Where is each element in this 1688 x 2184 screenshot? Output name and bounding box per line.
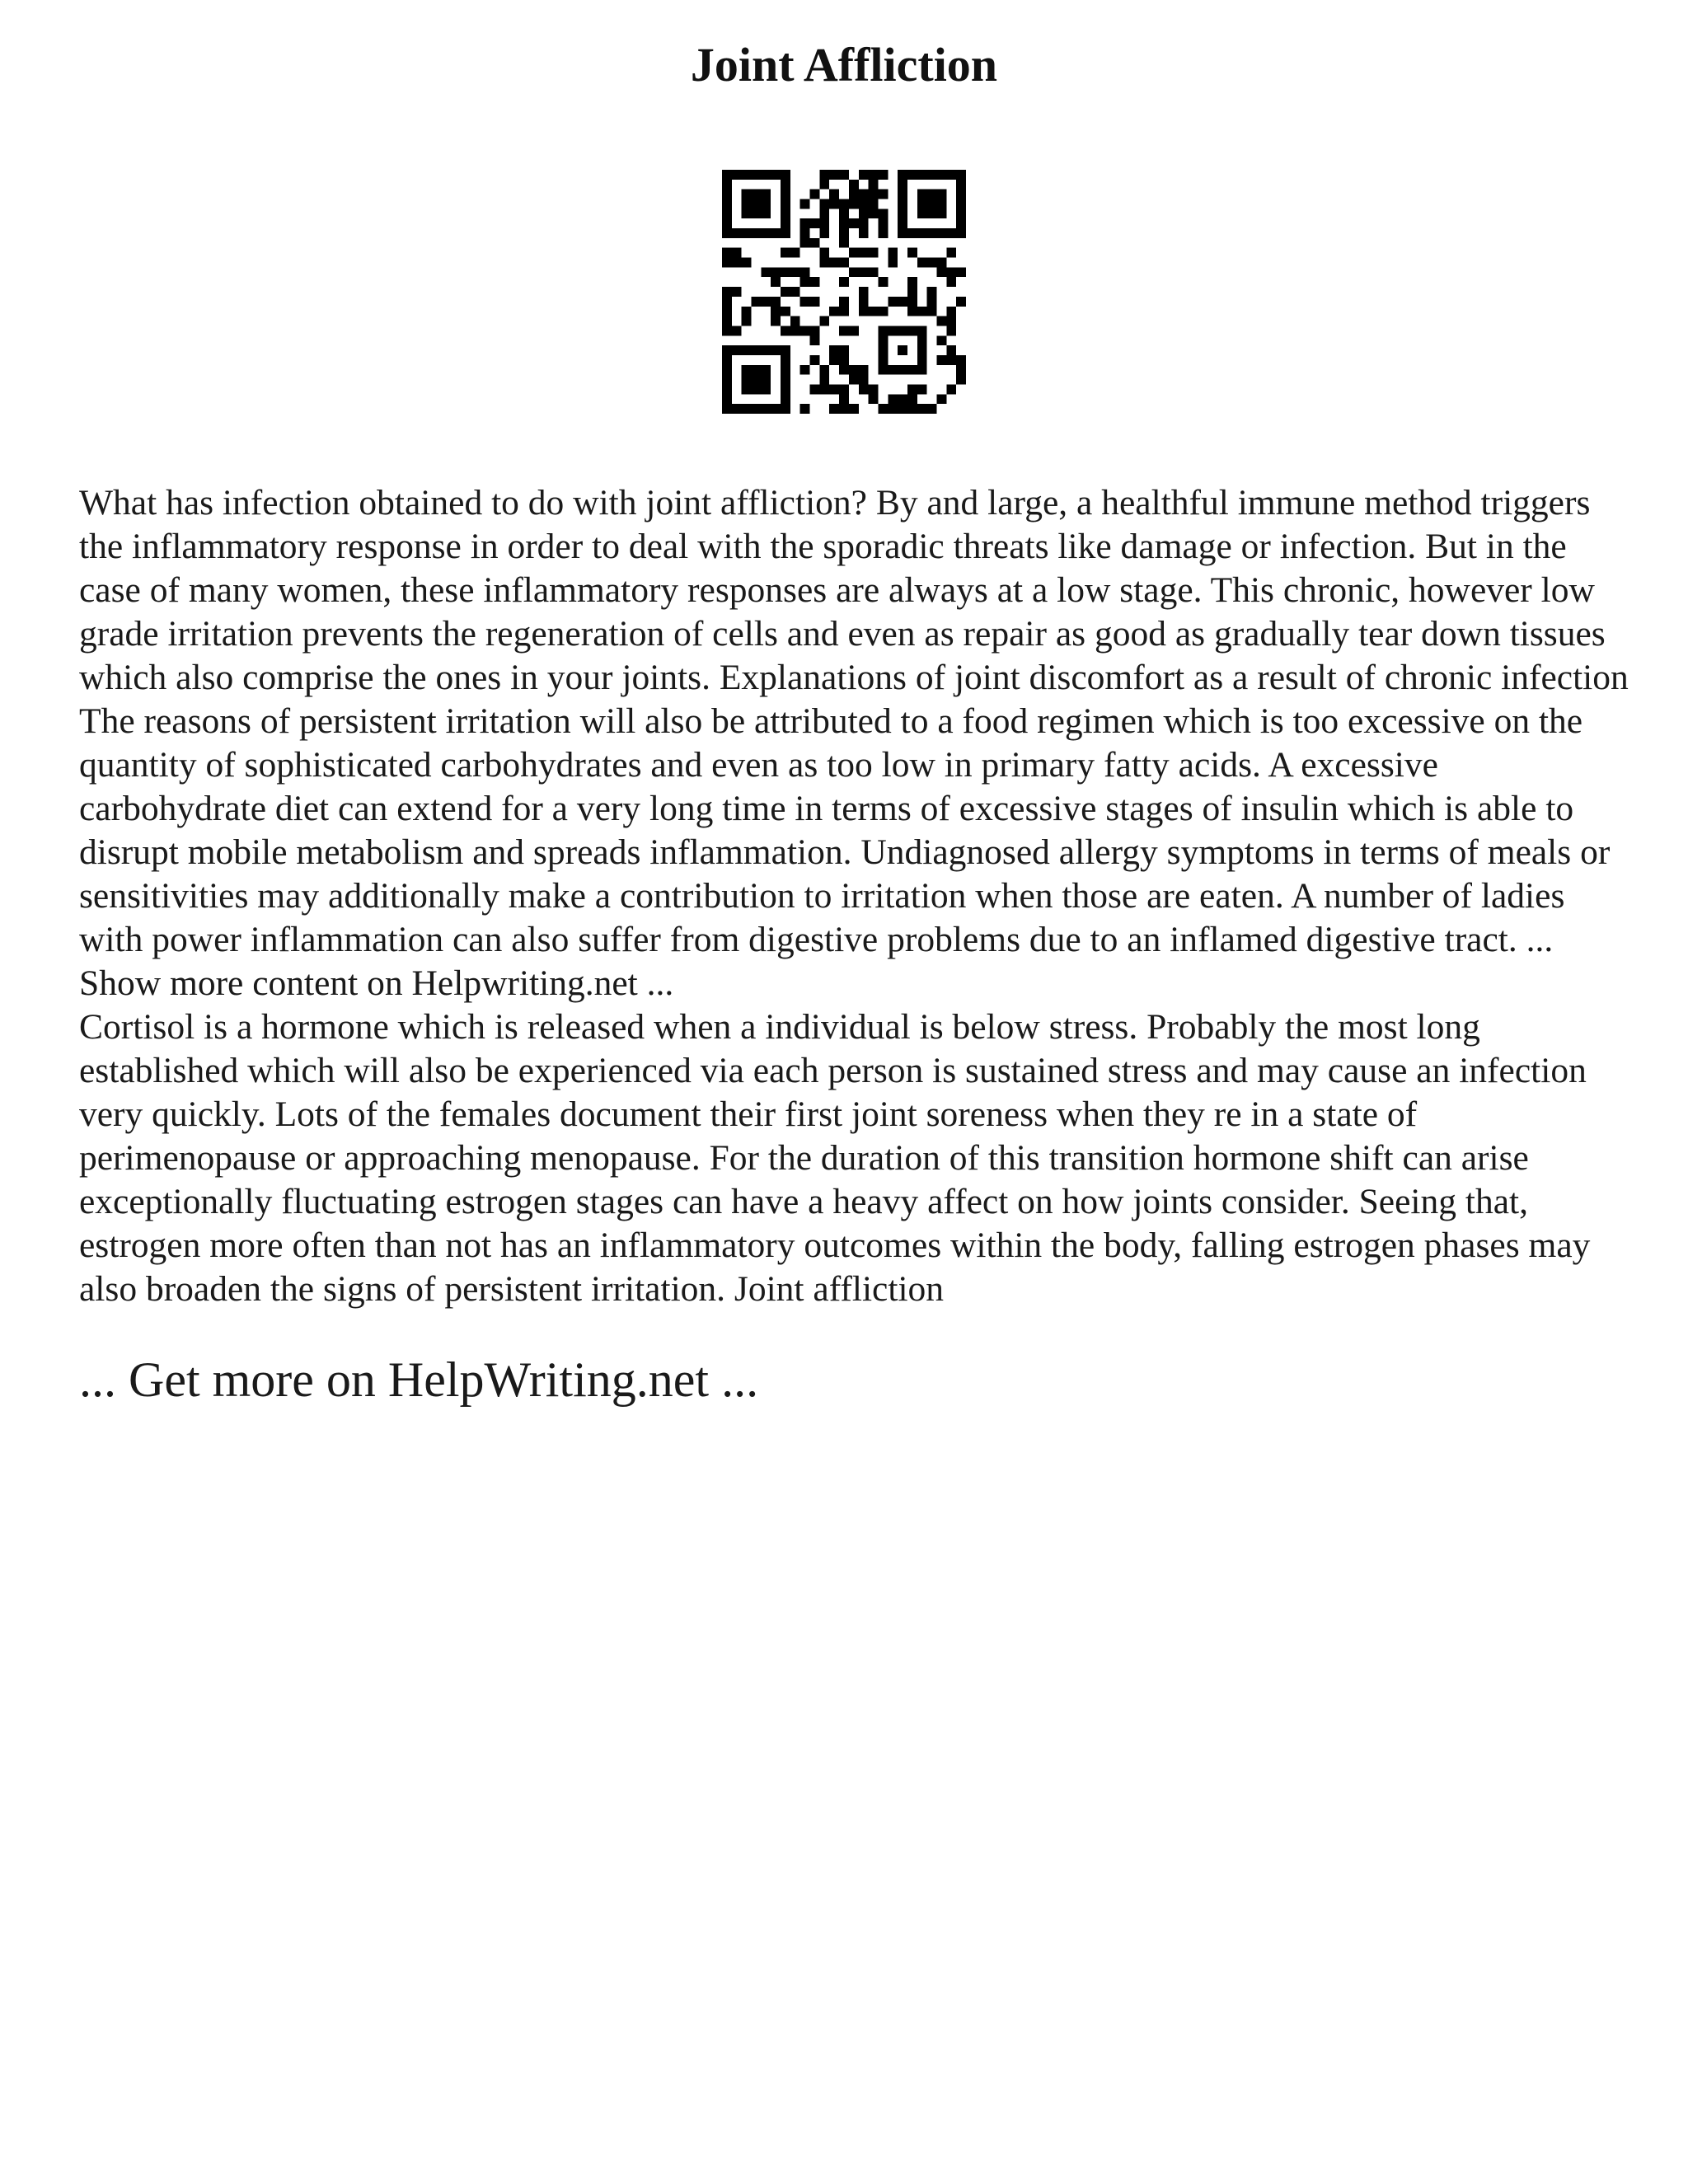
qr-module bbox=[869, 199, 879, 209]
qr-module bbox=[869, 248, 879, 258]
qr-module bbox=[790, 267, 800, 277]
qr-module bbox=[907, 365, 917, 375]
qr-module bbox=[936, 199, 946, 209]
qr-module bbox=[722, 297, 732, 307]
qr-module bbox=[810, 218, 820, 228]
qr-module bbox=[771, 267, 781, 277]
qr-module bbox=[752, 345, 762, 355]
qr-module bbox=[722, 384, 732, 394]
qr-module bbox=[888, 365, 898, 375]
qr-module bbox=[722, 190, 732, 199]
qr-module bbox=[878, 190, 888, 199]
qr-module bbox=[888, 297, 898, 307]
qr-module bbox=[819, 228, 829, 238]
qr-module bbox=[829, 170, 839, 180]
qr-module bbox=[839, 277, 849, 287]
qr-module bbox=[917, 307, 927, 316]
qr-module bbox=[907, 307, 917, 316]
qr-module bbox=[849, 326, 859, 335]
qr-module bbox=[927, 199, 937, 209]
qr-module bbox=[898, 228, 907, 238]
qr-module bbox=[752, 404, 762, 414]
qr-module bbox=[869, 394, 879, 404]
qr-module bbox=[810, 238, 820, 248]
qr-module bbox=[849, 375, 859, 385]
qr-module bbox=[761, 365, 771, 375]
qr-module bbox=[752, 199, 762, 209]
qr-module bbox=[761, 404, 771, 414]
qr-module bbox=[742, 375, 752, 385]
qr-module bbox=[898, 218, 907, 228]
qr-module bbox=[800, 404, 810, 414]
qr-module bbox=[790, 248, 800, 258]
qr-module bbox=[761, 375, 771, 385]
qr-module bbox=[946, 170, 956, 180]
qr-module bbox=[878, 218, 888, 228]
qr-module bbox=[771, 316, 781, 326]
qr-module bbox=[907, 297, 917, 307]
qr-module bbox=[927, 209, 937, 218]
qr-module bbox=[946, 345, 956, 355]
qr-module bbox=[956, 190, 966, 199]
qr-module bbox=[869, 384, 879, 394]
qr-module bbox=[946, 307, 956, 316]
qr-module bbox=[917, 326, 927, 335]
qr-module bbox=[946, 384, 956, 394]
qr-module bbox=[800, 238, 810, 248]
qr-module bbox=[819, 209, 829, 218]
qr-module bbox=[888, 394, 898, 404]
qr-module bbox=[722, 180, 732, 190]
qr-module bbox=[878, 365, 888, 375]
qr-module bbox=[859, 209, 869, 218]
qr-module bbox=[732, 404, 742, 414]
qr-module bbox=[859, 248, 869, 258]
qr-module bbox=[800, 267, 810, 277]
qr-module bbox=[732, 258, 742, 268]
qr-module bbox=[781, 375, 790, 385]
qr-module bbox=[810, 326, 820, 335]
qr-module bbox=[898, 297, 907, 307]
qr-module bbox=[839, 384, 849, 394]
qr-module bbox=[839, 258, 849, 268]
qr-module bbox=[722, 394, 732, 404]
qr-module bbox=[810, 190, 820, 199]
qr-module bbox=[810, 355, 820, 365]
qr-module bbox=[888, 248, 898, 258]
qr-module bbox=[917, 258, 927, 268]
qr-module bbox=[946, 316, 956, 326]
qr-module bbox=[742, 228, 752, 238]
qr-module bbox=[936, 190, 946, 199]
qr-module bbox=[888, 258, 898, 268]
qr-module bbox=[722, 170, 732, 180]
qr-module bbox=[819, 365, 829, 375]
qr-module bbox=[878, 307, 888, 316]
qr-module bbox=[761, 228, 771, 238]
qr-module bbox=[946, 267, 956, 277]
qr-module bbox=[781, 218, 790, 228]
qr-module bbox=[790, 326, 800, 335]
qr-module bbox=[878, 404, 888, 414]
qr-module bbox=[742, 365, 752, 375]
qr-module bbox=[722, 365, 732, 375]
qr-module bbox=[810, 277, 820, 287]
qr-module bbox=[742, 316, 752, 326]
qr-module bbox=[907, 248, 917, 258]
qr-module bbox=[839, 404, 849, 414]
qr-module bbox=[761, 199, 771, 209]
qr-module bbox=[742, 404, 752, 414]
qr-module bbox=[859, 384, 869, 394]
qr-module bbox=[927, 287, 937, 297]
qr-module bbox=[839, 228, 849, 238]
qr-module bbox=[771, 297, 781, 307]
qr-module bbox=[839, 218, 849, 228]
qr-module bbox=[742, 345, 752, 355]
qr-module bbox=[781, 228, 790, 238]
qr-module bbox=[722, 248, 732, 258]
qr-module bbox=[956, 209, 966, 218]
qr-module bbox=[956, 218, 966, 228]
qr-module bbox=[907, 326, 917, 335]
qr-module bbox=[956, 170, 966, 180]
qr-module bbox=[781, 267, 790, 277]
qr-module bbox=[781, 180, 790, 190]
qr-module bbox=[839, 170, 849, 180]
qr-module bbox=[732, 345, 742, 355]
qr-module bbox=[917, 404, 927, 414]
qr-module bbox=[742, 170, 752, 180]
qr-module bbox=[819, 180, 829, 190]
qr-module bbox=[917, 335, 927, 345]
qr-module bbox=[898, 199, 907, 209]
qr-module bbox=[781, 287, 790, 297]
qr-module bbox=[732, 228, 742, 238]
qr-module bbox=[839, 326, 849, 335]
qr-module bbox=[771, 277, 781, 287]
qr-module bbox=[732, 248, 742, 258]
qr-module bbox=[936, 170, 946, 180]
qr-module bbox=[810, 384, 820, 394]
qr-module bbox=[917, 190, 927, 199]
qr-module bbox=[752, 190, 762, 199]
qr-module bbox=[722, 258, 732, 268]
qr-module bbox=[761, 190, 771, 199]
qr-module bbox=[742, 258, 752, 268]
qr-module bbox=[859, 297, 869, 307]
qr-module bbox=[839, 365, 849, 375]
qr-module bbox=[819, 199, 829, 209]
qr-module bbox=[752, 228, 762, 238]
qr-module bbox=[839, 307, 849, 316]
qr-module bbox=[859, 307, 869, 316]
qr-module bbox=[819, 384, 829, 394]
qr-module bbox=[859, 190, 869, 199]
qr-module bbox=[752, 170, 762, 180]
qr-module bbox=[869, 209, 879, 218]
qr-module bbox=[771, 307, 781, 316]
qr-module bbox=[761, 384, 771, 394]
qr-module bbox=[956, 375, 966, 385]
qr-module bbox=[898, 394, 907, 404]
qr-module bbox=[781, 365, 790, 375]
qr-module bbox=[819, 248, 829, 258]
qr-module bbox=[722, 287, 732, 297]
qr-module bbox=[752, 209, 762, 218]
qr-module bbox=[849, 365, 859, 375]
qr-module bbox=[829, 307, 839, 316]
qr-module bbox=[722, 307, 732, 316]
qr-module bbox=[722, 404, 732, 414]
qr-module bbox=[917, 170, 927, 180]
qr-module bbox=[800, 228, 810, 238]
qr-module bbox=[917, 365, 927, 375]
qr-module bbox=[907, 394, 917, 404]
qr-module bbox=[956, 355, 966, 365]
qr-module bbox=[742, 209, 752, 218]
qr-module bbox=[781, 345, 790, 355]
qr-module bbox=[859, 365, 869, 375]
qr-module bbox=[771, 404, 781, 414]
qr-module bbox=[752, 297, 762, 307]
qr-module bbox=[859, 218, 869, 228]
qr-module bbox=[800, 297, 810, 307]
qr-module bbox=[839, 199, 849, 209]
qr-module bbox=[722, 218, 732, 228]
qr-module bbox=[907, 170, 917, 180]
qr-module bbox=[946, 277, 956, 287]
qr-module bbox=[781, 199, 790, 209]
qr-module bbox=[927, 297, 937, 307]
paragraph: Cortisol is a hormone which is released when a individual is below stress. Probably the most long established which will also be experienced via each person is sustained stress and may cause an infection very quickly. Lots of the females document their first joint soreness when they re in a state of perimenopause or approaching menopause. For the duration of this transition hormone shift can arise exceptionally fluctuating estrogen stages can have a heavy affect on how joints consider. Seeing that, estrogen more often than not has an inflammatory outcomes within the body, falling estrogen phases may also broaden the signs of persistent irritation. Joint affliction bbox=[79, 1007, 1591, 1309]
qr-module bbox=[761, 170, 771, 180]
qr-module bbox=[732, 326, 742, 335]
qr-module bbox=[761, 345, 771, 355]
qr-module bbox=[927, 228, 937, 238]
qr-module bbox=[849, 180, 859, 190]
qr-module bbox=[722, 209, 732, 218]
qr-module bbox=[810, 297, 820, 307]
qr-module bbox=[829, 384, 839, 394]
qr-module bbox=[878, 355, 888, 365]
qr-module bbox=[898, 365, 907, 375]
qr-module bbox=[907, 287, 917, 297]
qr-module bbox=[800, 277, 810, 287]
qr-module bbox=[936, 258, 946, 268]
qr-module bbox=[781, 209, 790, 218]
qr-module bbox=[849, 190, 859, 199]
qr-module bbox=[722, 375, 732, 385]
qr-module bbox=[907, 384, 917, 394]
qr-module bbox=[917, 209, 927, 218]
qr-module bbox=[859, 267, 869, 277]
qr-module bbox=[800, 365, 810, 375]
qr-module bbox=[869, 180, 879, 190]
qr-module bbox=[761, 209, 771, 218]
qr-module bbox=[752, 365, 762, 375]
qr-module bbox=[907, 277, 917, 287]
qr-module bbox=[878, 326, 888, 335]
qr-module bbox=[829, 258, 839, 268]
qr-module bbox=[898, 190, 907, 199]
qr-module bbox=[849, 404, 859, 414]
qr-module bbox=[839, 394, 849, 404]
qr-module bbox=[781, 190, 790, 199]
qr-module bbox=[781, 326, 790, 335]
qr-module bbox=[819, 258, 829, 268]
qr-module bbox=[819, 375, 829, 385]
qr-module bbox=[878, 170, 888, 180]
qr-module bbox=[722, 326, 732, 335]
qr-module bbox=[917, 228, 927, 238]
qr-module bbox=[859, 170, 869, 180]
qr-module bbox=[781, 307, 790, 316]
qr-module bbox=[946, 248, 956, 258]
qr-module bbox=[722, 316, 732, 326]
qr-code-icon[interactable] bbox=[722, 170, 966, 414]
qr-module bbox=[839, 297, 849, 307]
qr-module bbox=[946, 355, 956, 365]
qr-module bbox=[829, 190, 839, 199]
qr-module bbox=[859, 199, 869, 209]
qr-module bbox=[781, 394, 790, 404]
qr-module bbox=[722, 228, 732, 238]
qr-module bbox=[956, 199, 966, 209]
qr-module bbox=[907, 228, 917, 238]
qr-module bbox=[927, 307, 937, 316]
qr-module bbox=[849, 267, 859, 277]
qr-module bbox=[898, 404, 907, 414]
qr-module bbox=[800, 326, 810, 335]
qr-module bbox=[781, 384, 790, 394]
qr-module bbox=[898, 345, 907, 355]
qr-module bbox=[878, 345, 888, 355]
paragraph: What has infection obtained to do with joint affliction? By and large, a healthful immune method triggers the inflammatory response in order to deal with the sporadic threats like damage or infection. But in the case of many women, these inflammatory responses are always at a low stage. This chronic, however low grade irritation prevents the regeneration of cells and even as repair as good as gradually tear down tissues which also comprise the ones in your joints. Explanations of joint discomfort as a result of chronic infection The reasons of persistent irritation will also be attributed to a food regimen which is too excessive on the quantity of sophisticated carbohydrates and even as too low in primary fatty acids. A excessive carbohydrate diet can extend for a very long time in terms of excessive stages of insulin which is able to disrupt mobile metabolism and spreads inflammation. Undiagnosed allergy symptoms in terms of meals or sensitivities may additionally make a contribution to irritation when those are eaten. A number of ladies with power inflammation can also suffer from digestive problems due to an inflamed digestive tract. ... Show more content on Helpwriting.net ... bbox=[79, 483, 1629, 1003]
qr-module bbox=[956, 267, 966, 277]
qr-module bbox=[781, 404, 790, 414]
qr-module bbox=[956, 365, 966, 375]
qr-module bbox=[752, 375, 762, 385]
qr-module bbox=[869, 170, 879, 180]
qr-module bbox=[898, 180, 907, 190]
qr-module bbox=[829, 355, 839, 365]
qr-module bbox=[946, 326, 956, 335]
qr-module bbox=[781, 248, 790, 258]
qr-module bbox=[946, 228, 956, 238]
qr-module bbox=[839, 209, 849, 218]
qr-module bbox=[790, 287, 800, 297]
qr-module bbox=[761, 297, 771, 307]
qr-module bbox=[781, 170, 790, 180]
get-more-link[interactable]: ... Get more on HelpWriting.net ... bbox=[79, 1352, 759, 1407]
qr-module bbox=[732, 170, 742, 180]
qr-module bbox=[859, 375, 869, 385]
qr-module bbox=[742, 384, 752, 394]
qr-module bbox=[917, 355, 927, 365]
qr-module bbox=[936, 228, 946, 238]
qr-module bbox=[732, 287, 742, 297]
qr-module bbox=[819, 170, 829, 180]
qr-module bbox=[888, 404, 898, 414]
qr-module bbox=[917, 199, 927, 209]
qr-module bbox=[927, 170, 937, 180]
qr-module bbox=[927, 258, 937, 268]
qr-module bbox=[839, 345, 849, 355]
qr-module bbox=[829, 345, 839, 355]
qr-module bbox=[752, 384, 762, 394]
qr-module bbox=[869, 267, 879, 277]
qr-module bbox=[898, 209, 907, 218]
qr-module bbox=[936, 394, 946, 404]
qr-module bbox=[829, 199, 839, 209]
qr-module bbox=[800, 218, 810, 228]
qr-module bbox=[839, 355, 849, 365]
qr-module bbox=[722, 345, 732, 355]
qr-module bbox=[869, 190, 879, 199]
qr-module bbox=[849, 199, 859, 209]
qr-module bbox=[878, 335, 888, 345]
qr-module bbox=[742, 190, 752, 199]
qr-module bbox=[878, 228, 888, 238]
qr-module bbox=[936, 267, 946, 277]
qr-module bbox=[781, 355, 790, 365]
qr-module bbox=[819, 316, 829, 326]
qr-module bbox=[849, 248, 859, 258]
qr-module bbox=[936, 316, 946, 326]
qr-module bbox=[936, 209, 946, 218]
qr-module bbox=[839, 238, 849, 248]
qr-module bbox=[907, 404, 917, 414]
qr-module bbox=[722, 199, 732, 209]
qr-module bbox=[956, 297, 966, 307]
qr-module bbox=[790, 316, 800, 326]
qr-module bbox=[936, 335, 946, 345]
qr-module bbox=[898, 170, 907, 180]
qr-module bbox=[849, 218, 859, 228]
qr-module bbox=[936, 355, 946, 365]
qr-module bbox=[878, 209, 888, 218]
qr-module bbox=[869, 307, 879, 316]
page-title: Joint Affliction bbox=[690, 38, 998, 91]
qr-module bbox=[927, 404, 937, 414]
article-body bbox=[79, 481, 1629, 1311]
qr-module bbox=[771, 228, 781, 238]
qr-module bbox=[722, 355, 732, 365]
qr-module bbox=[917, 384, 927, 394]
qr-module bbox=[771, 170, 781, 180]
qr-module bbox=[810, 335, 820, 345]
qr-module bbox=[800, 199, 810, 209]
qr-module bbox=[742, 199, 752, 209]
qr-module bbox=[898, 326, 907, 335]
qr-module bbox=[956, 180, 966, 190]
qr-module bbox=[742, 307, 752, 316]
qr-module bbox=[956, 228, 966, 238]
qr-module bbox=[829, 404, 839, 414]
qr-module bbox=[917, 345, 927, 355]
qr-module bbox=[819, 218, 829, 228]
qr-module bbox=[888, 326, 898, 335]
qr-module bbox=[771, 345, 781, 355]
qr-module bbox=[927, 190, 937, 199]
qr-module bbox=[859, 228, 869, 238]
qr-module bbox=[761, 267, 771, 277]
qr-module bbox=[878, 277, 888, 287]
qr-module bbox=[859, 287, 869, 297]
